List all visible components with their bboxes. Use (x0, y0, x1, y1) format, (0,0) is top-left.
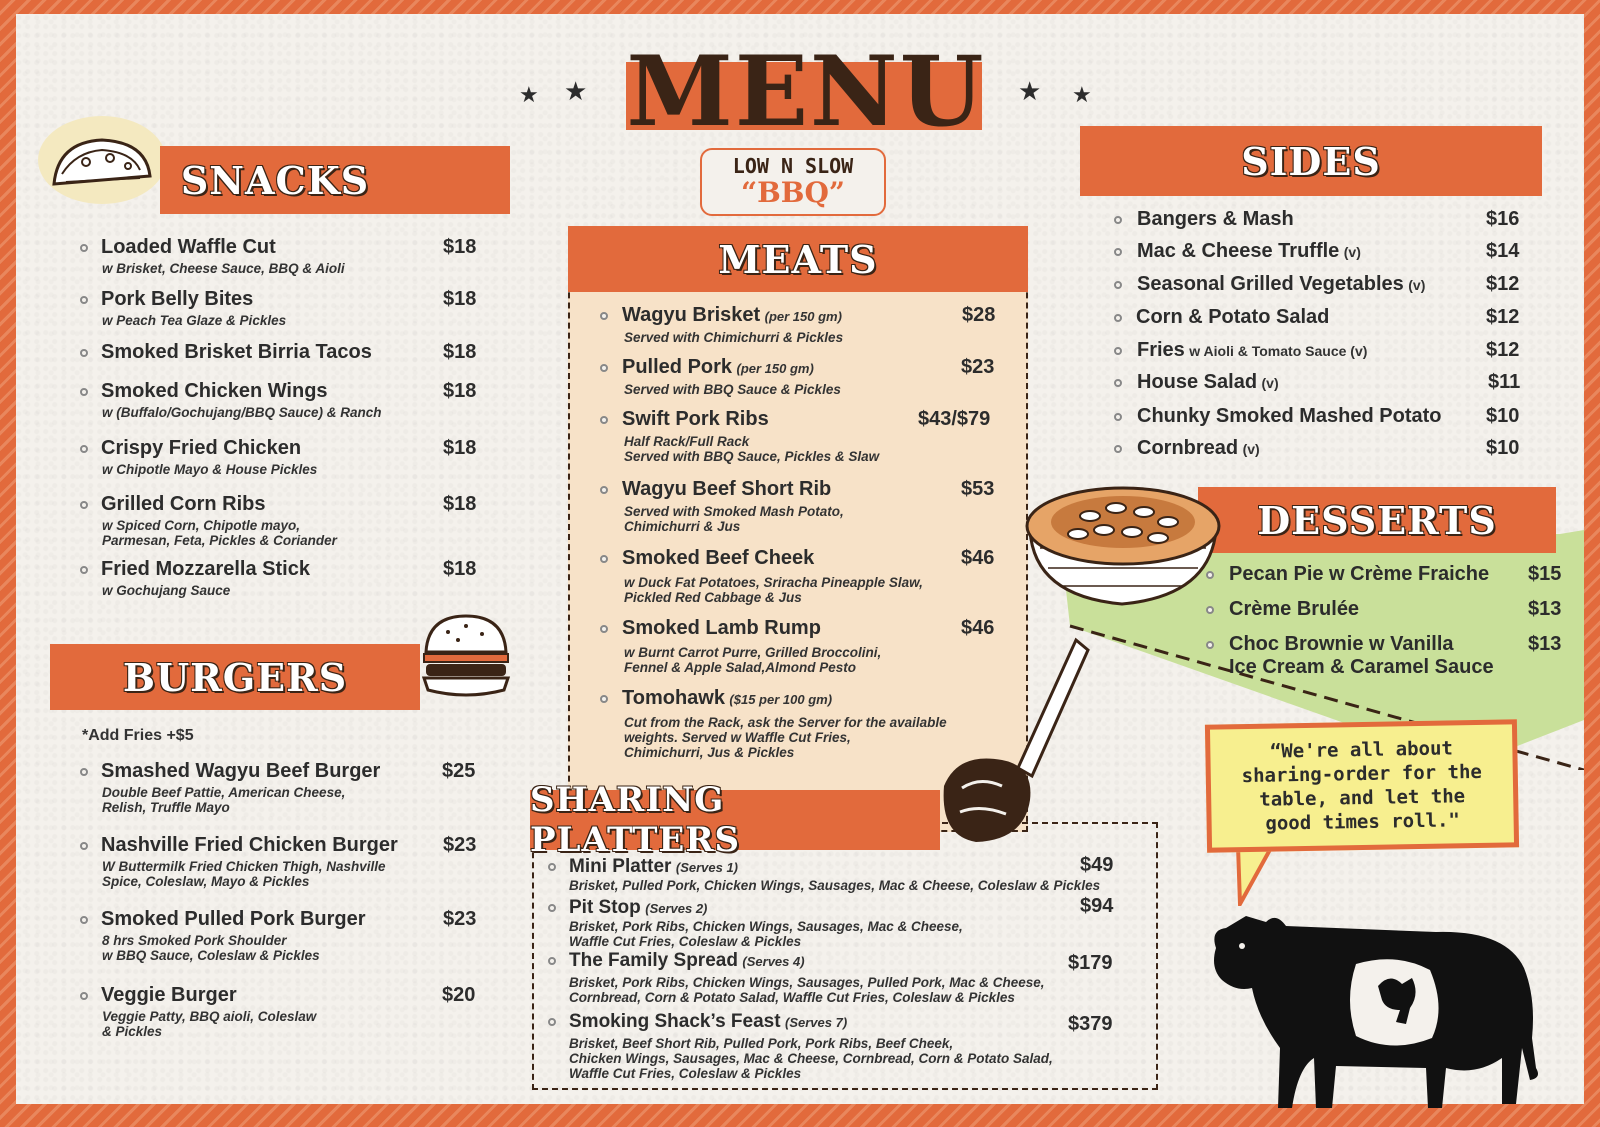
desserts-heading: DESSERTS (1198, 487, 1556, 553)
meat-item (600, 478, 1000, 534)
platters-heading: SHARING PLATTERS (530, 790, 940, 850)
pie-icon (1020, 478, 1226, 619)
brand-line-2: “BBQ” (741, 176, 845, 209)
snack-desc: w Peach Tea Glaze & Pickles (102, 313, 287, 328)
side-price: $16 (1486, 208, 1520, 230)
snack-item (80, 493, 480, 548)
star-icon: ★ (1072, 82, 1092, 107)
snack-price: $18 (443, 236, 477, 258)
platter-price: $94 (1080, 895, 1114, 917)
meat-desc: w Duck Fat Potatoes, Sriracha Pineapple Slaw, (624, 575, 923, 590)
side-tag: (v) (1408, 277, 1426, 293)
meat-desc: Chimichurri, Jus & Pickles (624, 745, 795, 760)
bullet-icon (600, 625, 608, 633)
meat-name: Smoked Lamb Rump (622, 617, 821, 639)
side-price: $11 (1488, 371, 1521, 393)
platter-desc: Brisket, Pork Ribs, Chicken Wings, Sausages, Pulled Pork, Mac & Cheese, (569, 975, 1045, 990)
bullet-icon (1114, 379, 1122, 387)
burger-desc: 8 hrs Smoked Pork Shoulder (102, 933, 287, 948)
meat-portion: (per 150 gm) (736, 361, 814, 376)
bullet-icon (1114, 445, 1122, 453)
dessert-item (1206, 633, 1576, 679)
dessert-name: Choc Brownie w Vanilla (1229, 633, 1454, 655)
bullet-icon (1206, 606, 1214, 614)
meat-desc: w Burnt Carrot Purre, Grilled Broccolini, (624, 645, 882, 660)
snack-item (80, 341, 480, 364)
bullet-icon (548, 863, 556, 871)
meat-desc: Served with Smoked Mash Potato, (624, 504, 844, 519)
snack-desc: w (Buffalo/Gochujang/BBQ Sauce) & Ranch (102, 405, 382, 420)
snack-price: $18 (443, 437, 477, 459)
platter-price: $179 (1068, 952, 1113, 974)
bullet-icon (600, 312, 608, 320)
dessert-price: $13 (1528, 598, 1562, 620)
side-name: Mac & Cheese Truffle (1137, 240, 1340, 262)
burger-price: $25 (442, 760, 476, 782)
dessert-item (1206, 598, 1576, 621)
snack-name: Pork Belly Bites (101, 288, 254, 310)
bullet-icon (1206, 571, 1214, 579)
quote-bubble (1205, 719, 1519, 852)
side-price: $10 (1486, 405, 1520, 427)
side-price: $12 (1486, 306, 1520, 328)
burger-desc: W Buttermilk Fried Chicken Thigh, Nashville (102, 859, 386, 874)
snack-desc: w Chipotle Mayo & House Pickles (102, 462, 318, 477)
meat-price: $46 (961, 547, 995, 569)
snack-price: $18 (443, 288, 477, 310)
burger-item (80, 908, 480, 963)
side-item (1114, 273, 1534, 296)
snack-desc: w Brisket, Cheese Sauce, BBQ & Aioli (102, 261, 345, 276)
side-name: Cornbread (1137, 437, 1239, 459)
snack-item (80, 288, 480, 328)
side-name: Chunky Smoked Mashed Potato (1137, 405, 1442, 427)
snack-desc: Parmesan, Feta, Pickles & Coriander (102, 533, 337, 548)
bullet-icon (80, 296, 88, 304)
snack-name: Smoked Brisket Birria Tacos (101, 341, 372, 363)
meat-name: Tomohawk (622, 687, 725, 709)
side-tag: (v) (1261, 375, 1279, 391)
snack-item (80, 437, 480, 477)
meat-desc: Fennel & Apple Salad,Almond Pesto (624, 660, 857, 675)
bullet-icon (1114, 413, 1122, 421)
platter-serves: (Serves 4) (742, 954, 805, 969)
meat-portion: ($15 per 100 gm) (729, 692, 833, 707)
meat-price: $53 (961, 478, 995, 500)
platter-name: Smoking Shack’s Feast (569, 1011, 781, 1032)
side-price: $12 (1486, 273, 1520, 295)
brand-line-1: LOW N SLOW (732, 154, 854, 178)
burgers-heading: BURGERS (50, 644, 420, 710)
snack-name: Fried Mozzarella Stick (101, 558, 310, 580)
meat-desc: Served with Chimichurri & Pickles (624, 330, 844, 345)
meat-desc: Half Rack/Full Rack (624, 434, 750, 449)
dessert-name: Ice Cream & Caramel Sauce (1229, 656, 1494, 678)
bullet-icon (1114, 216, 1122, 224)
meat-desc: Served with BBQ Sauce & Pickles (624, 382, 841, 397)
meat-price: $28 (962, 304, 996, 326)
snack-price: $18 (443, 341, 477, 363)
burger-item (80, 834, 480, 889)
meat-price: $46 (961, 617, 995, 639)
platter-serves: (Serves 2) (645, 901, 708, 916)
platter-item (548, 1011, 1148, 1081)
burger-name: Veggie Burger (101, 984, 237, 1006)
burger-desc: Veggie Patty, BBQ aioli, Coleslaw (102, 1009, 317, 1024)
meat-price: $43/$79 (918, 408, 991, 430)
bullet-icon (1206, 641, 1214, 649)
bullet-icon (600, 555, 608, 563)
platter-item (548, 856, 1148, 893)
burger-desc: w BBQ Sauce, Coleslaw & Pickles (102, 948, 320, 963)
burger-item (80, 984, 480, 1039)
burger-name: Smashed Wagyu Beef Burger (101, 760, 381, 782)
quote-text: “We're all about sharing-order for the table, and let the good times roll." (1241, 737, 1483, 835)
burger-item (80, 760, 480, 815)
side-item (1114, 371, 1534, 394)
side-price: $12 (1486, 339, 1520, 361)
burger-name: Smoked Pulled Pork Burger (101, 908, 366, 930)
snack-name: Crispy Fried Chicken (101, 437, 302, 459)
snack-name: Grilled Corn Ribs (101, 493, 266, 515)
meat-portion: (per 150 gm) (764, 309, 842, 324)
bullet-icon (548, 957, 556, 965)
platter-name: Mini Platter (569, 856, 672, 877)
side-name: Bangers & Mash (1137, 208, 1294, 230)
side-price: $10 (1486, 437, 1520, 459)
platter-desc: Brisket, Pulled Pork, Chicken Wings, Sausages, Mac & Cheese, Coleslaw & Pickles (569, 878, 1101, 893)
platter-item (548, 950, 1148, 1005)
bullet-icon (548, 1018, 556, 1026)
bullet-icon (548, 904, 556, 912)
burger-price: $23 (443, 834, 477, 856)
snack-name: Smoked Chicken Wings (101, 380, 328, 402)
bullet-icon (1114, 347, 1122, 355)
meats-heading: MEATS (568, 226, 1028, 292)
page-title: MENU (626, 35, 986, 148)
bullet-icon (600, 364, 608, 372)
side-item (1114, 339, 1534, 362)
side-name: Seasonal Grilled Vegetables (1137, 273, 1404, 295)
burger-icon (418, 610, 514, 707)
platter-serves: (Serves 1) (675, 860, 739, 875)
bullet-icon (80, 244, 88, 252)
side-item (1114, 306, 1534, 329)
add-fries-note: *Add Fries +$5 (82, 727, 194, 744)
bullet-icon (600, 695, 608, 703)
snacks-heading: SNACKS (160, 146, 510, 214)
platter-desc: Brisket, Beef Short Rib, Pulled Pork, Pork Ribs, Beef Cheek, (569, 1036, 954, 1051)
platter-item (548, 897, 1148, 949)
star-icon: ★ (564, 76, 588, 106)
snack-price: $18 (443, 493, 477, 515)
burger-desc: Double Beef Pattie, American Cheese, (102, 785, 346, 800)
dessert-price: $15 (1528, 563, 1562, 585)
snack-item (80, 558, 480, 598)
snack-desc: w Gochujang Sauce (102, 583, 231, 598)
bullet-icon (80, 916, 88, 924)
meat-desc: Chimichurri & Jus (624, 519, 741, 534)
burger-price: $23 (443, 908, 477, 930)
meat-name: Pulled Pork (622, 356, 733, 378)
meat-item (600, 356, 1000, 397)
side-price: $14 (1486, 240, 1520, 262)
bullet-icon (80, 992, 88, 1000)
side-name: House Salad (1137, 371, 1258, 393)
bullet-icon (80, 388, 88, 396)
dessert-item (1206, 563, 1576, 586)
platter-desc: Brisket, Pork Ribs, Chicken Wings, Sausages, Mac & Cheese, (569, 919, 963, 934)
side-tag: (v) (1343, 244, 1361, 260)
bullet-icon (80, 445, 88, 453)
side-name: Fries (1137, 339, 1185, 361)
sides-heading: SIDES (1080, 126, 1542, 196)
dessert-name: Pecan Pie w Crème Fraiche (1229, 563, 1490, 585)
platter-name: The Family Spread (569, 950, 738, 971)
bullet-icon (600, 416, 608, 424)
burger-name: Nashville Fried Chicken Burger (101, 834, 398, 856)
dessert-name: Crème Brulée (1229, 598, 1360, 620)
meat-name: Wagyu Beef Short Rib (622, 478, 832, 500)
meat-name: Smoked Beef Cheek (622, 547, 815, 569)
meat-item (600, 547, 1000, 605)
platter-desc: Chicken Wings, Sausages, Mac & Cheese, Cornbread, Corn & Potato Salad, (569, 1051, 1053, 1066)
platter-name: Pit Stop (569, 897, 641, 918)
snack-item (80, 380, 480, 420)
bullet-icon (80, 768, 88, 776)
dessert-price: $13 (1528, 633, 1562, 655)
meat-desc: Cut from the Rack, ask the Server for the available (624, 715, 947, 730)
star-icon: ★ (519, 82, 539, 107)
meat-price: $23 (961, 356, 995, 378)
burger-desc: Relish, Truffle Mayo (102, 800, 230, 815)
platter-serves: (Serves 7) (785, 1015, 848, 1030)
meat-item (600, 304, 1000, 345)
snack-desc: w Spiced Corn, Chipotle mayo, (102, 518, 301, 533)
bullet-icon (1114, 314, 1122, 322)
platter-desc: Waffle Cut Fries, Coleslaw & Pickles (569, 934, 802, 949)
side-tag: (v) (1242, 441, 1260, 457)
side-item (1114, 240, 1534, 263)
bullet-icon (80, 842, 88, 850)
taco-icon (36, 112, 168, 213)
snack-price: $18 (443, 380, 477, 402)
meat-name: Wagyu Brisket (622, 304, 761, 326)
meat-item (600, 408, 1000, 464)
side-item (1114, 405, 1534, 428)
burger-desc: & Pickles (102, 1024, 163, 1039)
brand-logo (700, 148, 886, 216)
bullet-icon (80, 501, 88, 509)
meat-desc: weights. Served w Waffle Cut Fries, (624, 730, 851, 745)
meat-desc: Served with BBQ Sauce, Pickles & Slaw (624, 449, 880, 464)
bullet-icon (80, 566, 88, 574)
burger-desc: Spice, Coleslaw, Mayo & Pickles (102, 874, 310, 889)
platter-desc: Cornbread, Corn & Potato Salad, Waffle Cut Fries, Coleslaw & Pickles (569, 990, 1015, 1005)
platter-price: $379 (1068, 1013, 1113, 1035)
bullet-icon (1114, 248, 1122, 256)
bullet-icon (1114, 281, 1122, 289)
platter-desc: Waffle Cut Fries, Coleslaw & Pickles (569, 1066, 802, 1081)
speech-bubble-tail (1236, 846, 1276, 911)
star-icon: ★ (1018, 76, 1042, 106)
bullet-icon (600, 486, 608, 494)
side-item (1114, 437, 1534, 460)
bullet-icon (80, 349, 88, 357)
side-item (1114, 208, 1534, 231)
platter-price: $49 (1080, 854, 1114, 876)
meat-name: Swift Pork Ribs (622, 408, 769, 430)
meat-desc: Pickled Red Cabbage & Jus (624, 590, 802, 605)
snack-price: $18 (443, 558, 477, 580)
burger-price: $20 (442, 984, 476, 1006)
snack-name: Loaded Waffle Cut (101, 236, 276, 258)
side-name: Corn & Potato Salad (1136, 306, 1330, 328)
snack-item (80, 236, 480, 276)
cow-silhouette-icon (1206, 908, 1546, 1123)
side-tag: w Aioli & Tomato Sauce (v) (1189, 343, 1368, 359)
